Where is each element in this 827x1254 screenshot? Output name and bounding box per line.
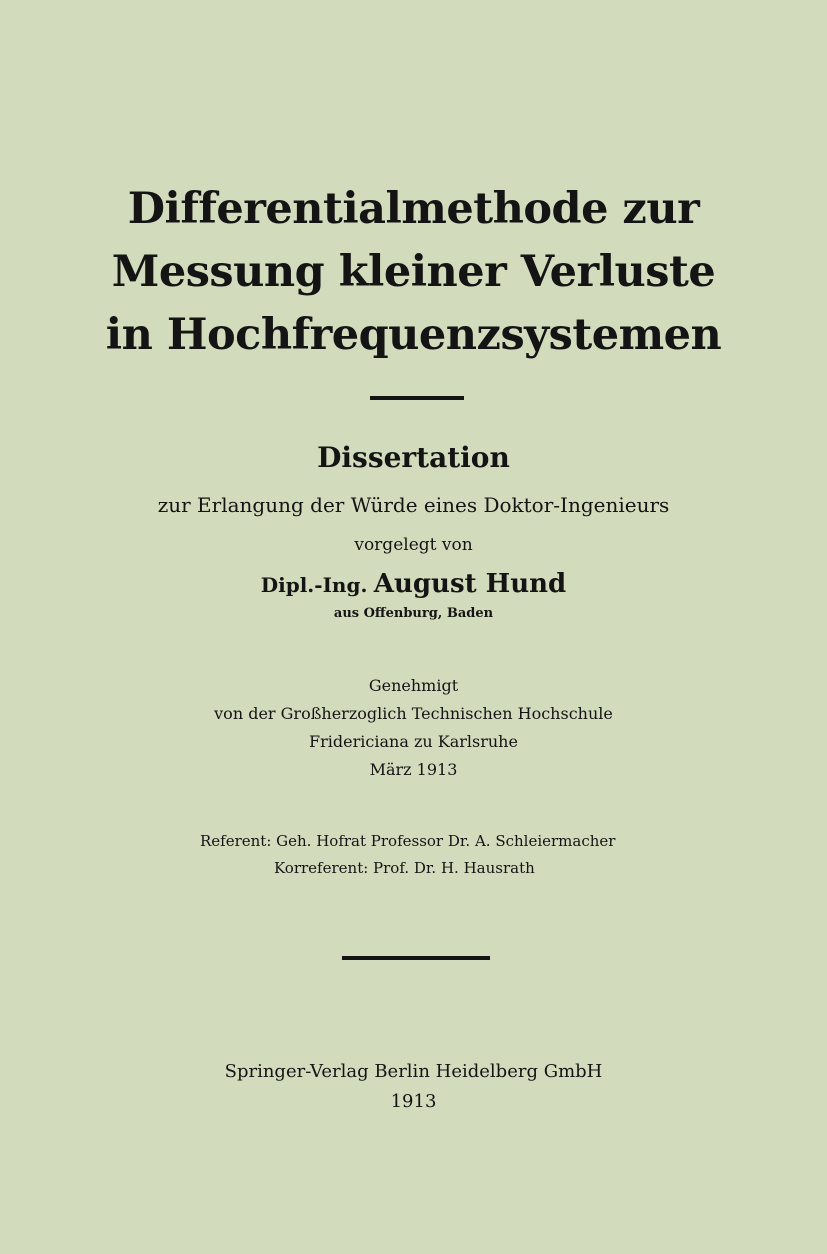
author-line xyxy=(0,566,827,603)
title-line-2: Messung kleiner Verluste xyxy=(111,247,716,297)
publisher-block xyxy=(0,1057,827,1117)
referent: Referent: Geh. Hofrat Professor Dr. A. Schleiermacher xyxy=(200,832,616,850)
presented-by: vorgelegt von xyxy=(354,535,473,555)
approval-line-2: von der Großherzoglich Technischen Hochschule xyxy=(214,704,613,723)
bottom-divider xyxy=(342,956,490,960)
author-origin: aus Offenburg, Baden xyxy=(333,606,494,621)
author-degree: Dipl.-Ing. xyxy=(260,573,368,597)
approval-date: März 1913 xyxy=(369,760,458,779)
dissertation-purpose: zur Erlangung der Würde eines Doktor-Ingenieurs xyxy=(157,493,670,517)
title-line-3: in Hochfrequenzsystemen xyxy=(105,310,722,360)
book-title xyxy=(0,178,827,367)
dissertation-heading: Dissertation xyxy=(317,441,510,474)
approval-line-3: Fridericiana zu Karlsruhe xyxy=(309,732,518,751)
publication-year: 1913 xyxy=(390,1091,437,1112)
approval-line-1: Genehmigt xyxy=(368,676,459,695)
korreferent: Korreferent: Prof. Dr. H. Hausrath xyxy=(274,859,535,877)
referees-block xyxy=(200,828,615,882)
author-name: August Hund xyxy=(373,569,567,599)
title-line-1: Differentialmethode zur xyxy=(127,184,700,234)
approval-block xyxy=(0,672,827,784)
top-divider xyxy=(370,396,464,400)
publisher-name: Springer-Verlag Berlin Heidelberg GmbH xyxy=(224,1061,603,1082)
